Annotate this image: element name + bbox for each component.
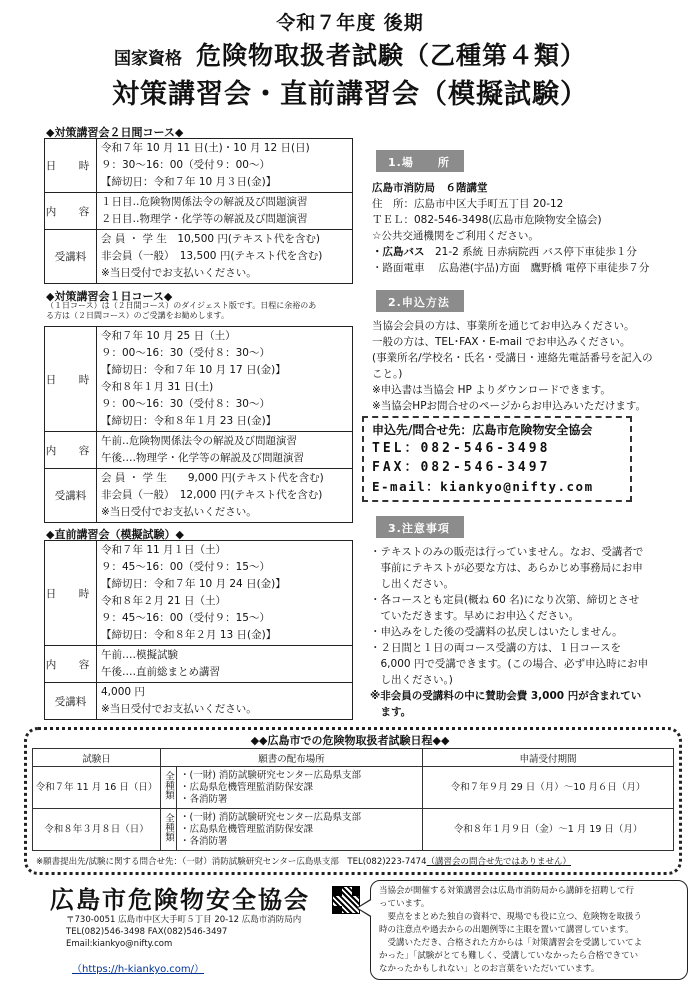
place-bus-route: 21-2 系統 日赤病院西 バス停下車徒歩１分	[424, 246, 637, 258]
course2-row-content	[45, 193, 353, 230]
schedule-place: ・各消防署	[180, 793, 228, 805]
schedule-date: 令和８年３月８日（日）	[33, 809, 161, 851]
course2-fee-nonmember: 非会員（一般） 13,500 円(テキスト代を含む)	[101, 250, 323, 262]
footer-contact	[66, 914, 301, 950]
contact-email[interactable]: E-mail：kiankyo@nifty.com	[372, 479, 594, 494]
course3-content-am: 午前‥‥模擬試験	[101, 649, 179, 661]
notes-heading: 3.注意事項	[376, 516, 464, 538]
schedule-type-text: 全種類	[163, 771, 174, 800]
notes-member-fee-note: ※非会員の受講料の中に賛助会費 3,000 円が含まれてい	[370, 690, 642, 702]
apply-heading: 2.申込方法	[376, 290, 464, 312]
course3-content-label: 内 容	[45, 646, 97, 683]
schedule-place: ・広島県危機管理監消防保安課	[180, 781, 314, 793]
course3-fee-label: 受講料	[45, 683, 97, 720]
course3-datetime-label: 日 時	[45, 541, 97, 646]
course3-deadline-1: 【締切日：令和７年 10 月 24 日(金)】	[101, 578, 286, 590]
exam-schedule-table	[32, 748, 674, 851]
course3-deadline-2: 【締切日：令和８年２月 13 日(金)】	[101, 629, 277, 641]
course1-content-am: 午前‥危険物関係法令の解説及び問題演習	[101, 435, 298, 447]
schedule-place: ・広島県危機管理監消防保安課	[180, 823, 314, 835]
contact-fax: FAX：082-546-3497	[372, 460, 551, 475]
course2-content-label: 内 容	[45, 193, 97, 230]
course3-date-1: 令和７年 11 月１日（土）	[101, 544, 227, 556]
header-exam-name: 危険物取扱者試験（乙種第４類）	[195, 41, 586, 70]
message-line: 時の注意点や過去からの出題例等に主眼を置いて講習しています。	[379, 925, 634, 935]
schedule-header-period: 申請受付期間	[423, 749, 674, 767]
schedule-footnote-text: ※願書提出先/試験に関する問合せ先：（一財）消防試験研究センター広島県支部 TEL(082)223-7474	[36, 857, 427, 867]
footer-url-link[interactable]: （https://h-kiankyo.com/）	[72, 964, 205, 975]
course3-fee-amount: 4,000 円	[101, 686, 145, 698]
notes-line: ・申込みをした後の受講料の払戻しはいたしません。	[370, 626, 623, 638]
course1-date-2: 令和８年１月 31 日(土)	[101, 381, 214, 393]
course1-row-fee	[45, 469, 353, 523]
course2-fee-note: ※当日受付でお支払いください。	[101, 267, 257, 279]
schedule-period: 令和７年９月 29 日（月）～10 月６日（月）	[423, 767, 674, 809]
schedule-period: 令和８年１月９日（金）～1 月 19 日（月）	[423, 809, 674, 851]
notes-line: ていただきます。早めにお申込ください。	[370, 610, 580, 622]
footer-org-name: 広島市危険物安全協会	[50, 886, 310, 914]
header-year-title: 令和７年度 後期	[276, 12, 424, 34]
notes-line: し出ください。	[370, 578, 454, 590]
course2-fee-member: 会 員 ・ 学 生 10,500 円(テキスト代を含む)	[101, 233, 320, 245]
schedule-type-label	[161, 767, 177, 809]
course1-note-line1: （１日コース）は（２日間コース）のダイジェスト版です。日程に余裕のあ	[46, 301, 317, 310]
course3-table	[44, 540, 353, 720]
course3-fee-note: ※当日受付でお支払いください。	[101, 703, 257, 715]
header-course-title: 対策講習会・直前講習会（模擬試験）	[112, 79, 588, 110]
notes-member-fee-note-cont: ます。	[370, 706, 412, 718]
contact-tel[interactable]: TEL：082-546-3498	[372, 441, 551, 456]
apply-line: (事業所名/学校名・氏名・受講日・連絡先電話番号を記入の	[372, 352, 653, 364]
notes-line: 事前にテキストが必要な方は、あらかじめ事務局にお申	[370, 562, 643, 574]
message-line: なかったかもしれない」とのお言葉をいただいています。	[379, 964, 600, 974]
apply-line: 一般の方は、TEL･FAX・E-mail でお申込みください。	[372, 336, 631, 348]
course1-content-label: 内 容	[45, 432, 97, 469]
place-tel: ＴＥＬ：082-546-3498(広島市危険物安全協会)	[372, 214, 602, 226]
course2-deadline: 【締切日：令和７年 10 月３日(金)】	[101, 176, 277, 188]
schedule-place: ・各消防署	[180, 835, 228, 847]
place-bus	[372, 244, 692, 260]
course2-content-day2: ２日目‥物理学・化学等の解説及び問題演習	[101, 213, 308, 225]
course3-date-2: 令和８年２月 21 日（土）	[101, 595, 227, 607]
notes-line: し出ください。)	[370, 674, 453, 686]
schedule-header-date: 試験日	[33, 749, 161, 767]
course1-fee-member: 会 員 ・ 学 生 9,000 円(テキスト代を含む)	[101, 472, 324, 484]
place-section	[372, 180, 692, 276]
schedule-header-row	[33, 749, 674, 767]
course1-date-1: 令和７年 10 月 25 日（土）	[101, 330, 236, 342]
notes-section	[370, 544, 694, 720]
message-line: っています。	[379, 899, 430, 909]
apply-section	[372, 318, 694, 414]
course1-deadline-2: 【締切日：令和８年１月 23 日(金)】	[101, 415, 277, 427]
course1-title: ◆対策講習会１日コース◆	[46, 290, 173, 303]
course3-time-2: ９：45～16：00（受付９：15～）	[101, 612, 270, 624]
message-line: 当協会が開催する対策講習会は広島市消防局から講師を招聘して行	[379, 886, 635, 896]
course1-fee-label: 受講料	[45, 469, 97, 523]
schedule-row	[33, 809, 674, 851]
course2-datetime-label: 日 時	[45, 139, 97, 193]
footer-email[interactable]: Email:kiankyo@nifty.com	[66, 939, 173, 949]
course1-fee-nonmember: 非会員（一般） 12,000 円(テキスト代を含む)	[101, 489, 323, 501]
course1-row-datetime	[45, 327, 353, 432]
speech-bubble-tail-inner	[358, 899, 373, 917]
course3-content-pm: 午後‥‥直前総まとめ講習	[101, 666, 221, 678]
schedule-footnote	[36, 855, 676, 867]
course2-content-day1: １日目‥危険物関係法令の解説及び問題演習	[101, 196, 308, 208]
course1-table	[44, 326, 353, 523]
header-qualification-label: 国家資格	[113, 49, 182, 69]
course3-title: ◆直前講習会（模擬試験）◆	[46, 528, 184, 541]
message-line: 受講いただき、合格された方からは「対策講習会を受講していてよ	[379, 938, 643, 948]
schedule-place: ・(一財) 消防試験研究センター広島県支部	[180, 811, 362, 823]
course1-fee-note: ※当日受付でお支払いください。	[101, 506, 257, 518]
place-tram: ・路面電車 広島港(宇品)方面 鷹野橋 電停下車徒歩７分	[372, 262, 650, 274]
header-exam-title	[20, 36, 680, 72]
apply-line: ※申込書は当協会 HP よりダウンロードできます。	[372, 384, 611, 396]
course1-datetime-label: 日 時	[45, 327, 97, 432]
contact-title: 申込先/問合せ先：広島市危険物安全協会	[372, 423, 593, 437]
course1-deadline-1: 【締切日：令和７年 10 月 17 日(金)】	[101, 364, 286, 376]
schedule-place: ・(一財) 消防試験研究センター広島県支部	[180, 769, 362, 781]
course2-date: 令和７年 10 月 11 日(土)・10 月 12 日(日)	[101, 142, 310, 154]
course3-row-datetime	[45, 541, 353, 646]
course1-content-pm: 午後‥‥物理学・化学等の解説及び問題演習	[101, 452, 305, 464]
course1-time-2: ９：00～16：30（受付８：30～）	[101, 398, 270, 410]
apply-line: 当協会会員の方は、事業所を通じてお申込みください。	[372, 320, 635, 332]
place-bus-label: ・広島バス	[372, 246, 425, 258]
notes-line: ・各コースとも定員(概ね 60 名)になり次第、締切とさせ	[370, 594, 640, 606]
notes-line: ・２日間と１日の両コース受講の方は、１日コースを	[370, 642, 621, 654]
schedule-row	[33, 767, 674, 809]
course1-note-line2: る方は（２日間コース）のご受講をお勧めします。	[46, 311, 229, 320]
apply-line: ※当協会HPお問合せのページからお申込みいただけます。	[372, 400, 646, 412]
schedule-type-label	[161, 809, 177, 851]
apply-line: こと。)	[372, 368, 403, 380]
message-bubble	[370, 880, 688, 980]
course3-row-content	[45, 646, 353, 683]
place-name: 広島市消防局 ６階講堂	[372, 182, 488, 194]
message-line: かった」「試験がとても難しく、受講していなかったら合格できてい	[379, 951, 639, 961]
contact-box	[362, 416, 632, 502]
place-transit-note: ☆公共交通機関をご利用ください。	[372, 230, 539, 242]
course2-row-datetime	[45, 139, 353, 193]
course3-time-1: ９：45～16：00（受付９：15～）	[101, 561, 270, 573]
course2-title: ◆対策講習会２日間コース◆	[46, 126, 184, 139]
message-line: 要点をまとめた独自の資料で、現場でも役に立つ、危険物を取扱う	[379, 912, 642, 922]
course1-note	[46, 301, 316, 321]
schedule-type-text: 全種類	[163, 813, 174, 842]
course1-row-content	[45, 432, 353, 469]
notes-line: 6,000 円で受講できます。(この場合、必ず申込時にお申	[370, 658, 649, 670]
schedule-header-place: 願書の配布場所	[161, 749, 423, 767]
course3-row-fee	[45, 683, 353, 720]
exam-schedule-title: ◆◆広島市での危険物取扱者試験日程◆◆	[250, 734, 450, 747]
footer-address: 〒730-0051 広島市中区大手町５丁目 20-12 広島市消防局内	[66, 915, 302, 925]
footer-telfax: TEL(082)546-3498 FAX(082)546-3497	[66, 927, 228, 937]
course2-time: ９：30～16：00（受付９：00～）	[101, 159, 270, 171]
notes-line: ・テキストのみの販売は行っていません。なお、受講者で	[370, 546, 644, 558]
schedule-date: 令和７年 11 月 16 日（日）	[33, 767, 161, 809]
place-address: 住 所：広島市中区大手町五丁目 20-12	[372, 198, 564, 210]
place-heading: 1.場 所	[376, 150, 464, 172]
course1-time-1: ９：00～16：30（受付８：30～）	[101, 347, 270, 359]
course2-table	[44, 138, 353, 284]
course2-fee-label: 受講料	[45, 230, 97, 284]
schedule-footnote-paren: （講習会の問合せ先ではありません）	[426, 857, 571, 867]
course2-row-fee	[45, 230, 353, 284]
